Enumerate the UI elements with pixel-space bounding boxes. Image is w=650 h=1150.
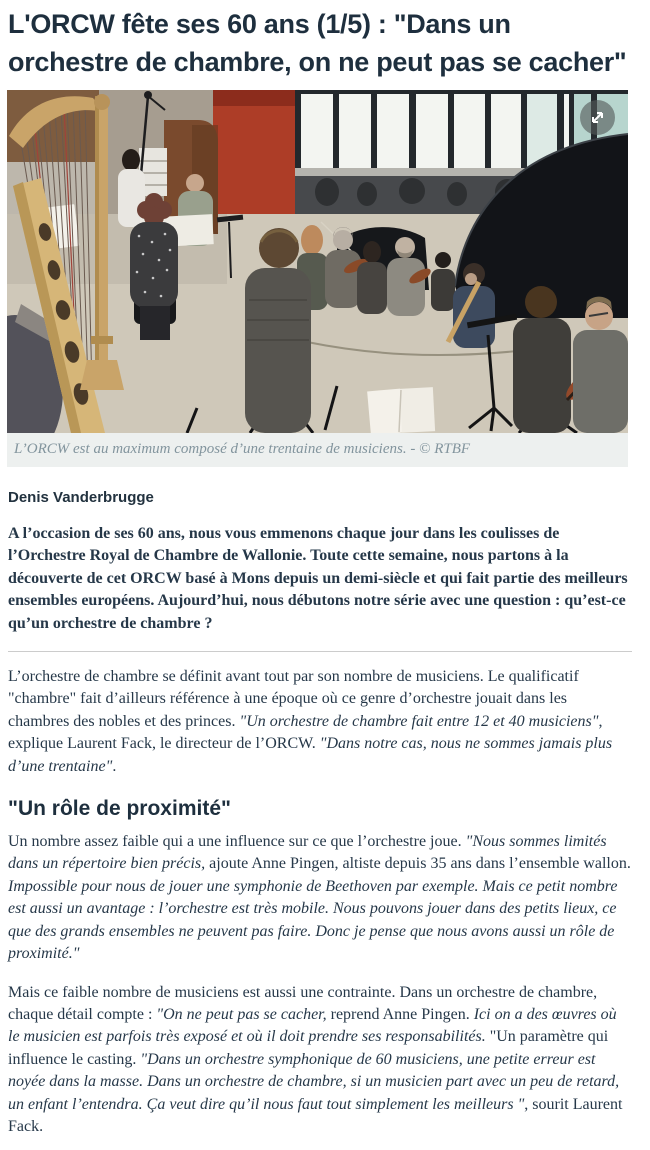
- orchestra-rehearsal-illustration: [7, 90, 628, 433]
- section-heading: "Un rôle de proximité": [8, 797, 231, 821]
- sheet-music-foreground: [367, 387, 435, 433]
- body-paragraph: Mais ce faible nombre de musiciens est aussi une contrainte. Dans un orchestre de chambre, chaque détail compte : "On ne peut pas se cacher, reprend Anne Pingen. Ici on a des œuvres où le musicien est parfois très exposé et où il doit prendre ses responsabilités. "Un paramètre qui influence le casting. "Dans un orchestre symphonique de 60 musiciens, une petite erreur est noyée dans la masse. Dans un orchestre de chambre, si un musicien part avec un peu de retard, un enfant l’entendra. Ça veut dire qu’il nous faut tout simplement les meilleurs ", sourit Laurent Fack.: [8, 983, 623, 1135]
- intro-paragraph: A l’occasion de ses 60 ans, nous vous emmenons chaque jour dans les coulisses de l’Orchestre Royal de Chambre de Wallonie. Toute cette semaine, nous partons à la découverte de cet ORCW basé à Mons depuis un demi-siècle et qui fait partie des meilleurs ensembles européens. Aujourd’hui, nous débutons notre série avec une question : qu’est-ce qu’un orchestre de chambre ?: [8, 525, 628, 632]
- body-paragraph: L’orchestre de chambre se définit avant tout par son nombre de musiciens. Le qualificatif "chambre" fait d’ailleurs référence à une époque où ce genre d’orchestre jouait dans les chambres des nobles et des princes. "Un orchestre de chambre fait entre 12 et 40 musiciens", explique Laurent Fack, le directeur de l’ORCW. "Dans notre cas, nous ne sommes jamais plus d’une trentaine".: [8, 668, 613, 775]
- author-byline: Denis Vanderbrugge: [8, 489, 154, 506]
- red-wall: [213, 90, 299, 226]
- expand-arrows-icon: [588, 108, 607, 127]
- hero-photo[interactable]: [7, 90, 628, 433]
- page-title: L'ORCW fête ses 60 ans (1/5) : "Dans un orchestre de chambre, on ne peut pas se cacher": [8, 9, 627, 77]
- photo-caption: L’ORCW est au maximum composé d’une trentaine de musiciens. - © RTBF: [7, 433, 628, 467]
- hero-figure: [7, 90, 632, 467]
- body-paragraph: Un nombre assez faible qui a une influence sur ce que l’orchestre joue. "Nous sommes limités dans un répertoire bien précis, ajoute Anne Pingen, altiste depuis 35 ans dans l’ensemble wallon. Impossible pour nous de jouer une symphonie de Beethoven par exemple. Mais ce petit nombre est aussi un avantage : l’orchestre est très mobile. Nous pouvons jouer dans des petits lieux, ce que des grands ensembles ne peuvent pas faire. Donc je pense que nous avons aussi un rôle de proximité.": [8, 833, 631, 963]
- article-page: [0, 5, 650, 1138]
- expand-button[interactable]: [580, 100, 615, 135]
- divider: [8, 651, 632, 652]
